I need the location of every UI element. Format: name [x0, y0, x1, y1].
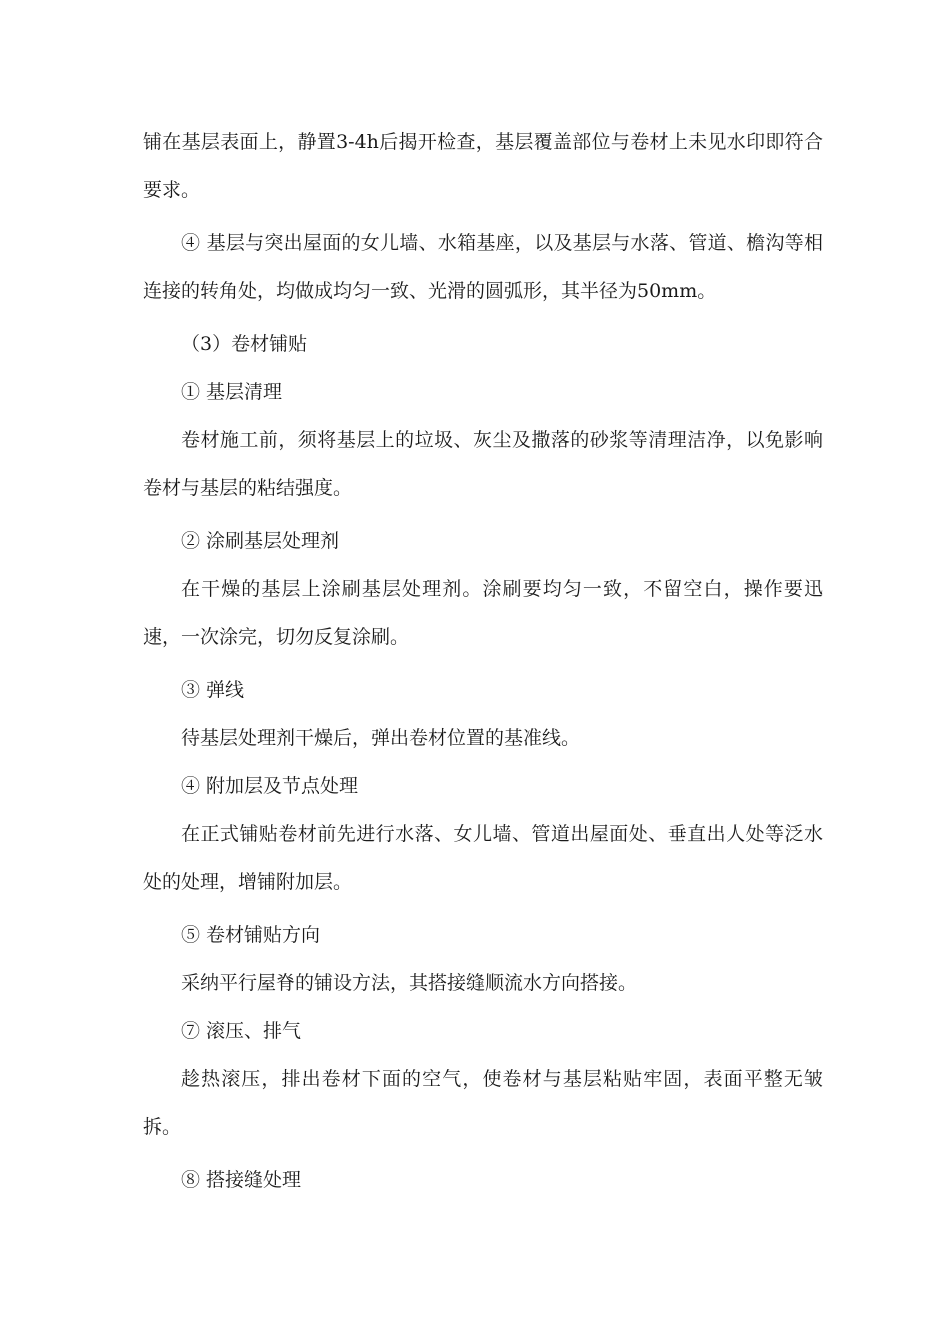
subheading-seam-treatment: ⑧ 搭接缝处理	[181, 1169, 302, 1191]
subheading-rolling-venting: ⑦ 滚压、排气	[181, 1020, 302, 1042]
subheading-laying-direction: ⑤ 卷材铺贴方向	[181, 924, 321, 946]
section-heading-membrane-laying: （3）卷材铺贴	[181, 333, 308, 355]
subheading-chalk-line: ③ 弹线	[181, 679, 245, 701]
paragraph-primer-application: 在干燥的基层上涂刷基层处理剂。涂刷要均匀一致，不留空白，操作要迅速，一次涂完，切勿反复涂刷。	[143, 578, 823, 648]
paragraph-additional-layer: 在正式铺贴卷材前先进行水落、女儿墙、管道出屋面处、垂直出人处等泛水处的处理，增铺附加层。	[143, 823, 823, 893]
paragraph-corner-arc: ④ 基层与突出屋面的女儿墙、水箱基座，以及基层与水落、管道、檐沟等相连接的转角处，均做成均匀一致、光滑的圆弧形，其半径为50mm。	[143, 232, 823, 302]
paragraph-chalk-line: 待基层处理剂干燥后，弹出卷材位置的基准线。	[181, 727, 581, 749]
document-body	[143, 118, 823, 1204]
paragraph-laying-direction: 采纳平行屋脊的铺设方法，其搭接缝顺流水方向搭接。	[181, 972, 638, 994]
subheading-additional-layer: ④ 附加层及节点处理	[181, 775, 359, 797]
paragraph-substrate-dryness-check: 铺在基层表面上，静置3-4h后揭开检查，基层覆盖部位与卷材上未见水印即符合要求。	[143, 131, 823, 201]
paragraph-rolling-venting: 趁热滚压，排出卷材下面的空气，使卷材与基层粘贴牢固，表面平整无皱拆。	[143, 1068, 823, 1138]
paragraph-substrate-cleaning: 卷材施工前，须将基层上的垃圾、灰尘及撒落的砂浆等清理洁净，以免影响卷材与基层的粘结强度。	[143, 429, 823, 499]
subheading-primer-application: ② 涂刷基层处理剂	[181, 530, 340, 552]
subheading-substrate-cleaning: ① 基层清理	[181, 381, 283, 403]
